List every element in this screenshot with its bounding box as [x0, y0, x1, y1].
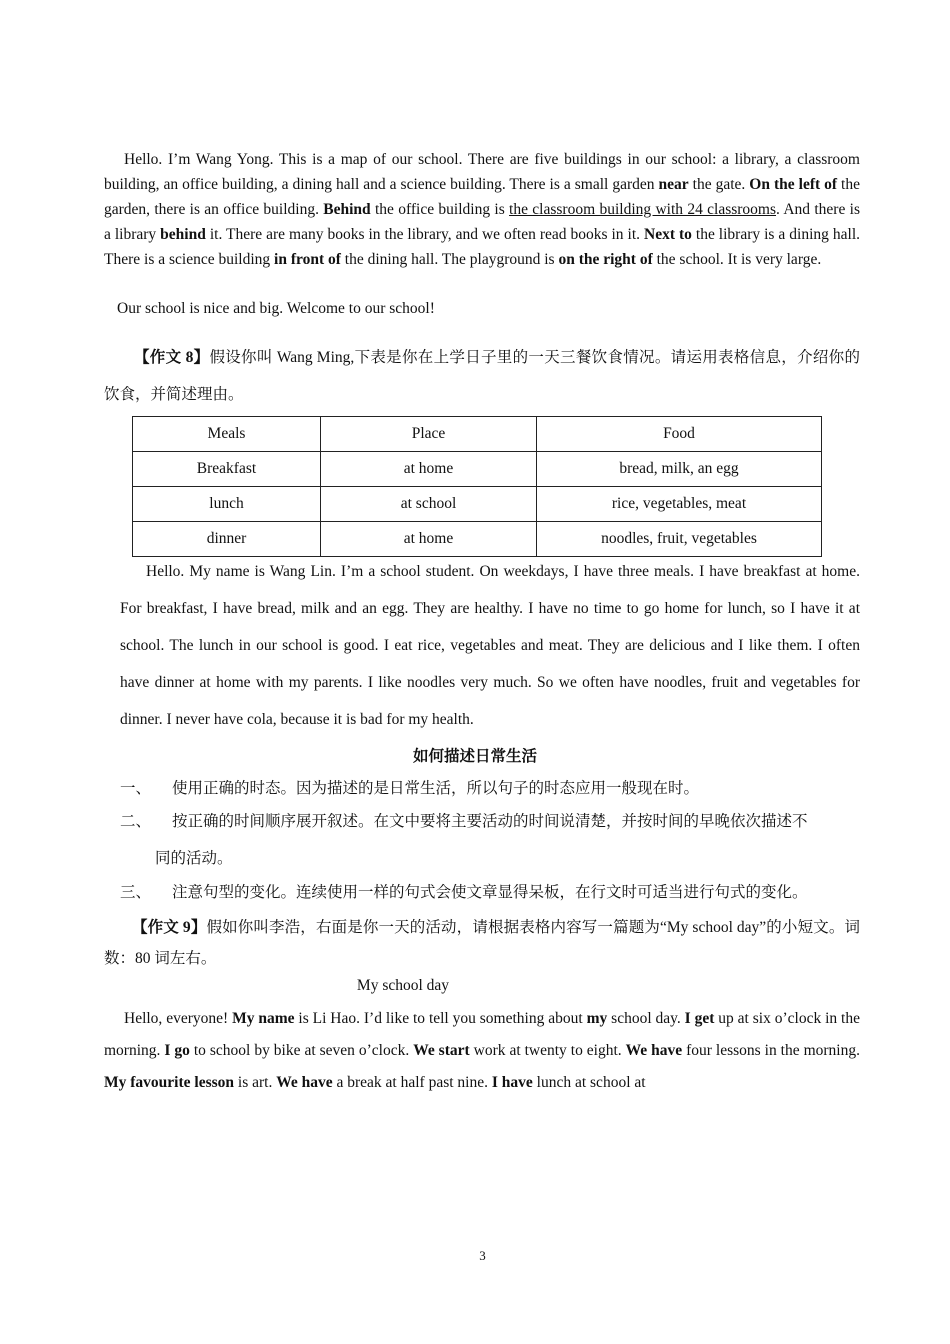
text-run: Hello. I’m Wang Yong. This is a map of our school. There are five buildings in our school: a library, a classroom building, an office building, a dining hall and a science building. There is a small garden: [104, 151, 860, 193]
table-cell: at home: [321, 522, 537, 557]
bold-run: my: [586, 1010, 608, 1027]
task9-label: 【作文 9】: [132, 919, 207, 936]
task9-prompt: [104, 912, 860, 974]
table-cell: Breakfast: [133, 452, 321, 487]
bold-run: I get: [684, 1010, 715, 1027]
tip-continuation: 同的活动。: [155, 850, 233, 867]
underlined-run: the classroom building with 24 classrooms: [509, 201, 777, 218]
task9-text: 假如你叫李浩，右面是你一天的活动，请根据表格内容写一篇题为“My school day”的小短文。词数：80 词左右。: [104, 919, 860, 967]
tip-text: 注意句型的变化。连续使用一样的句式会使文章显得呆板，在行文时可适当进行句式的变化。: [172, 884, 808, 901]
text-run: is Li Hao. I’d like to tell you something about: [294, 1010, 587, 1027]
text-run: to school by bike at seven o’clock.: [189, 1042, 414, 1059]
table-cell: at home: [321, 452, 537, 487]
page-number: 3: [479, 1248, 486, 1263]
task8-prompt: [104, 339, 860, 413]
table-cell: rice, vegetables, meat: [537, 487, 822, 522]
text-run: up at six o’clock in the morning.: [104, 1010, 860, 1059]
essay9-paragraph: [104, 1003, 860, 1099]
task8-text: 假设你叫 Wang Ming,下表是你在上学日子里的一天三餐饮食情况。请运用表格信息，介绍你的饮食，并简述理由。: [104, 349, 860, 403]
tip-item: [120, 770, 860, 807]
table-cell: at school: [321, 487, 537, 522]
tip-number: 二、: [120, 813, 152, 830]
bold-run: Next to: [644, 226, 692, 243]
text-run: the school. It is very large.: [652, 251, 822, 268]
bold-run: Behind: [323, 201, 371, 218]
text-run: is art.: [234, 1074, 277, 1091]
text-run: . And there is a library: [104, 201, 860, 243]
bold-run: I go: [164, 1042, 190, 1059]
text-run: a break at half past nine.: [332, 1074, 492, 1091]
table-row: [133, 522, 822, 557]
bold-run: behind: [160, 226, 206, 243]
meals-table: [132, 416, 822, 557]
essay9-title: My school day: [356, 977, 450, 994]
tip-item: [120, 874, 860, 911]
bold-run: We have: [276, 1074, 333, 1091]
bold-run: We start: [413, 1042, 470, 1059]
header-meals: Meals: [133, 417, 321, 452]
text-run: the gate.: [688, 176, 750, 193]
text-run: Hello, everyone!: [124, 1010, 233, 1027]
section-heading: 如何描述日常生活: [412, 748, 537, 765]
bold-run: I have: [491, 1074, 533, 1091]
table-cell: lunch: [133, 487, 321, 522]
task8-label: 【作文 8】: [134, 349, 210, 366]
welcome-line: Our school is nice and big. Welcome to our school!: [117, 300, 435, 317]
table-cell: bread, milk, an egg: [537, 452, 822, 487]
essay8-paragraph: Hello. My name is Wang Lin. I’m a school student. On weekdays, I have three meals. I have breakfast at home. For breakfast, I have bread, milk and an egg. They are healthy. I have no time to go home for lunch, so I have it at school. The lunch in our school is good. I eat rice, vegetables and meat. They are delicious and I like them. I often have dinner at home with my parents. I like noodles very much. So we often have noodles, fruit and vegetables for dinner. I never have cola, because it is bad for my health.: [120, 563, 860, 728]
table-cell: noodles, fruit, vegetables: [537, 522, 822, 557]
text-run: the garden, there is an office building.: [104, 176, 860, 218]
table-row: [133, 452, 822, 487]
bold-run: My name: [232, 1010, 295, 1027]
bold-run: in front of: [274, 251, 341, 268]
text-run: the dining hall. The playground is: [340, 251, 559, 268]
bold-run: My favourite lesson: [104, 1074, 235, 1091]
tip-number: 一、: [120, 780, 152, 797]
school-map-paragraph: [104, 147, 860, 272]
tip-number: 三、: [120, 884, 152, 901]
tip-item: [120, 803, 860, 840]
bold-run: on the right of: [558, 251, 653, 268]
text-run: school day.: [607, 1010, 685, 1027]
bold-run: near: [658, 176, 689, 193]
text-run: the office building is: [370, 201, 510, 218]
text-run: it. There are many books in the library, and we often read books in it.: [205, 226, 645, 243]
header-place: Place: [321, 417, 537, 452]
bold-run: On the left of: [749, 176, 838, 193]
header-food: Food: [537, 417, 822, 452]
tip-text: 按正确的时间顺序展开叙述。在文中要将主要活动的时间说清楚，并按时间的早晚依次描述不: [172, 813, 808, 830]
text-run: the library is a dining hall. There is a science building: [104, 226, 860, 268]
text-run: four lessons in the morning.: [682, 1042, 860, 1059]
text-run: work at twenty to eight.: [469, 1042, 626, 1059]
table-header-row: [133, 417, 822, 452]
tip-text: 使用正确的时态。因为描述的是日常生活，所以句子的时态应用一般现在时。: [172, 780, 700, 797]
table-cell: dinner: [133, 522, 321, 557]
text-run: lunch at school at: [532, 1074, 646, 1091]
table-row: [133, 487, 822, 522]
bold-run: We have: [625, 1042, 683, 1059]
